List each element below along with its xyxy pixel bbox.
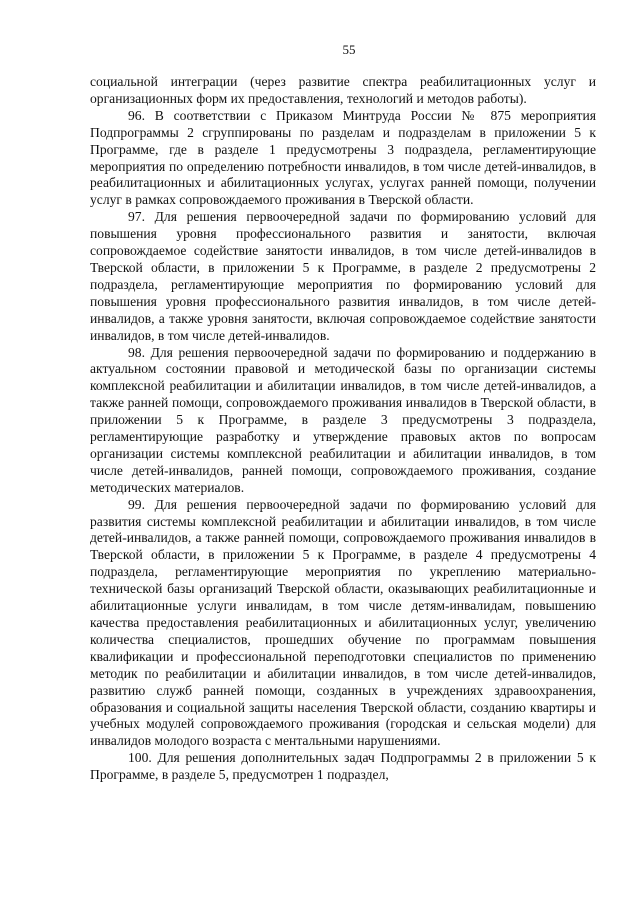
paragraph-continuation: социальной интеграции (через развитие спектра реабилитационных услуг и организационных форм их предоставления, технологий и методов работы). (90, 74, 596, 106)
paragraph-97: 97. Для решения первоочередной задачи по формированию условий для повышения уровня профессионального развития и занятости, включая сопровождаемое содействие занятости инвалидов, в том числе детей-инвалидов в Тверской области, в приложении 5 к Программе, в разделе 2 предусмотрены 2 подраздела, регламентирующие мероприятия по формированию условий для повышения уровня профессионального развития инвалидов, в том числе детей-инвалидов, а также уровня занятости, включая сопровождаемое содействие занятости инвалидов, в том числе детей-инвалидов. (90, 209, 596, 343)
paragraph-96: 96. В соответствии с Приказом Минтруда России № 875 мероприятия Подпрограммы 2 сгруппированы по разделам и подразделам в приложении 5 к Программе, где в разделе 1 предусмотрены 3 подраздела, регламентирующие мероприятия по определению потребности инвалидов, в том числе детей-инвалидов, в реабилитационных и абилитационных услугах, услугах ранней помощи, получении услуг в рамках сопровождаемого проживания в Тверской области. (90, 107, 596, 208)
paragraph-100: 100. Для решения дополнительных задач Подпрограммы 2 в приложении 5 к Программе, в разделе 5, предусмотрен 1 подраздел, (90, 750, 596, 783)
paragraph-99: 99. Для решения первоочередной задачи по формированию условий для развития системы комплексной реабилитации и абилитации инвалидов, в том числе детей-инвалидов, а также ранней помощи, сопровождаемого проживания инвалидов в Тверской области, в приложении 5 к Программе, в разделе 4 предусмотрены 4 подраздела, регламентирующие мероприятия по укреплению материально-технической базы организаций Тверской области, оказывающих реабилитационные и абилитационные услуги инвалидам, в том числе детям-инвалидам, повышению качества предоставления реабилитационных и абилитационных услуг, увеличению количества специалистов, прошедших обучение по программам повышения квалификации и профессиональной переподготовки специалистов по применению методик по реабилитации и абилитации инвалидов, в том числе детей-инвалидов, развитию служб ранней помощи, созданных в учреждениях здравоохранения, образования и социальной защиты населения Тверской области, созданию квартиры и учебных модулей сопровождаемого проживания (городская и сельская модели) для инвалидов молодого возраста с ментальными нарушениями. (90, 496, 596, 749)
page-number: 55 (342, 42, 356, 57)
paragraph-98: 98. Для решения первоочередной задачи по формированию и поддержанию в актуальном состоянии правовой и методической базы по организации системы комплексной реабилитации и абилитации инвалидов, в том числе детей-инвалидов, а также ранней помощи, сопровождаемого проживания инвалидов в Тверской области, в приложении 5 к Программе, в разделе 3 предусмотрены 3 подраздела, регламентирующие разработку и утверждение правовых актов по вопросам организации системы комплексной реабилитации и абилитации инвалидов, в том числе детей-инвалидов, ранней помощи, сопровождаемого проживания, создание методических материалов. (90, 344, 596, 495)
